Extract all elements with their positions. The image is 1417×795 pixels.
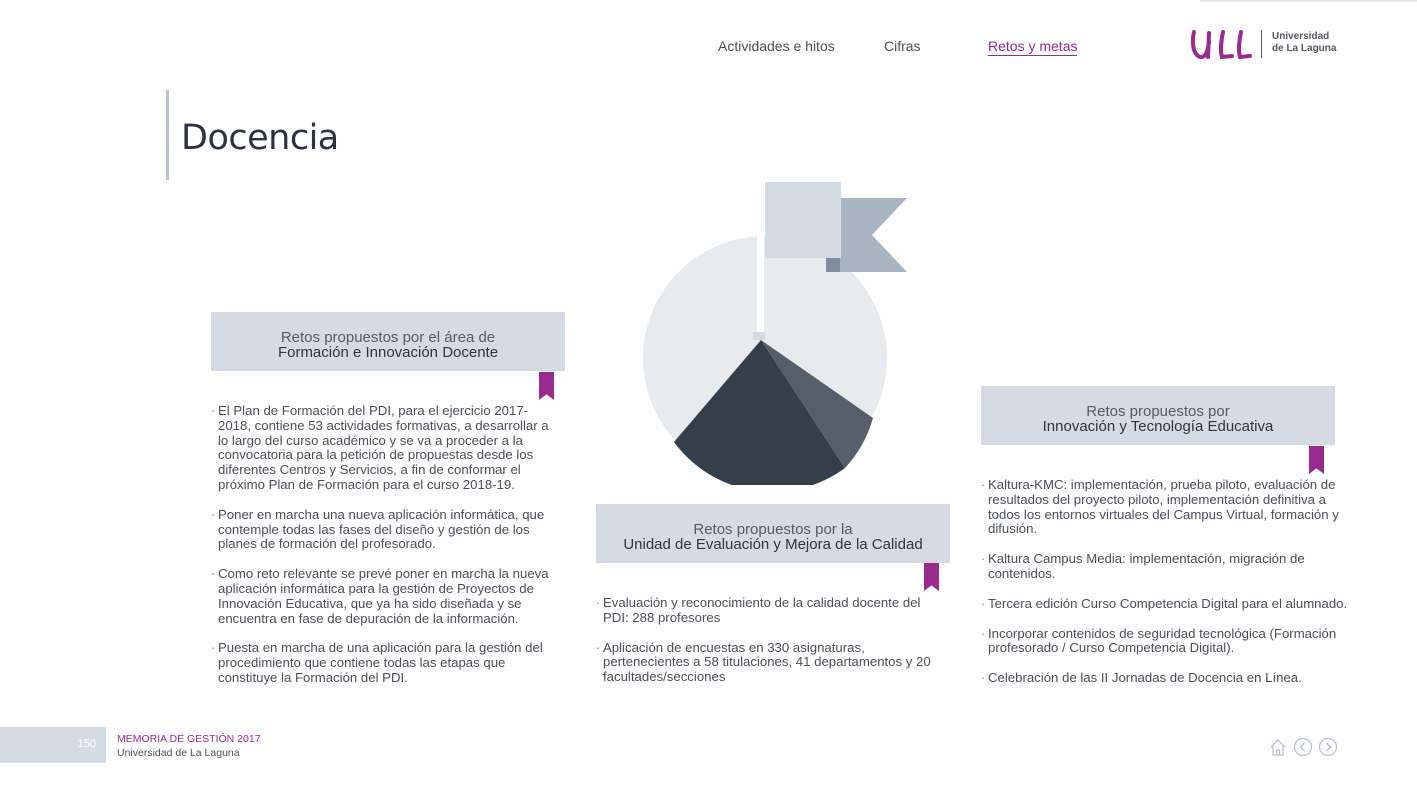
section-list-innovacion	[981, 477, 1348, 701]
pie-flag-illustration	[640, 180, 910, 485]
section-heading-line-2: Innovación y Tecnología Educativa	[1042, 418, 1274, 435]
list-item: · Kaltura-KMC: implementación, prueba piloto, evaluación de resultados del proyecto piloto, implementación definitiva a todos los entornos virtuales del Campus Virtual, formación y difusión.	[981, 478, 1341, 537]
nav-cifras[interactable]: Cifras	[884, 38, 921, 54]
section-heading-formacion	[211, 312, 565, 371]
bookmark-ribbon-icon	[924, 563, 939, 591]
list-item: · Poner en marcha una nueva aplicación informática, que contemple todas las fases del diseño y gestión de los planes de formación del profesorado.	[211, 508, 561, 552]
section-heading-line-1: Retos propuestos por el área de	[280, 329, 496, 346]
section-heading-line-2: Unidad de Evaluación y Mejora de la Calidad	[623, 536, 923, 553]
nav-actividades-e-hitos[interactable]: Actividades e hitos	[718, 38, 835, 54]
page-title: Docencia	[181, 118, 339, 158]
ull-logo-mark	[1190, 28, 1254, 60]
next-page-icon[interactable]	[1318, 737, 1338, 762]
logo-line-2: de La Laguna	[1272, 43, 1337, 54]
section-list-calidad	[596, 596, 946, 700]
home-icon[interactable]	[1268, 737, 1288, 762]
section-heading-line-1: Retos propuestos por la	[693, 521, 853, 538]
list-item: · Aplicación de encuestas en 330 asignaturas, pertenecientes a 58 titulaciones, 41 departamentos y 20 facultades/secciones	[596, 641, 946, 685]
list-item: · El Plan de Formación del PDI, para el ejercicio 2017-2018, contiene 53 actividades formativas, a desarrollar a lo largo del curso académico y se va a proceder a la convocatoria para la petición de propuestas desde los diferentes Centros y Servicios, a fin de conformar el próximo Plan de Formación para el curso 2018-19.	[211, 404, 561, 493]
nav-retos-y-metas[interactable]: Retos y metas	[988, 38, 1078, 54]
bookmark-ribbon-icon	[1309, 446, 1324, 474]
list-item: · Como reto relevante se prevé poner en marcha la nueva aplicación informática para la gestión de Proyectos de Innovación Educativa, que ya ha sido diseñada y se encuentra en fase de depuración de la información.	[211, 567, 561, 626]
list-item: · Celebración de las II Jornadas de Docencia en Línea.	[981, 671, 1341, 686]
page-number-block	[0, 727, 106, 763]
list-item: · Puesta en marcha de una aplicación para la gestión del procedimiento que contiene todas las etapas que constituye la Formación del PDI.	[211, 641, 561, 685]
section-heading-calidad	[596, 504, 950, 563]
section-list-formacion	[211, 404, 561, 701]
section-heading-line-2: Formación e Innovación Docente	[277, 344, 499, 361]
footer-institution: Universidad de La Laguna	[117, 747, 240, 759]
page-number: 150	[77, 738, 96, 750]
prev-page-icon[interactable]	[1293, 737, 1313, 762]
section-heading-innovacion	[981, 386, 1335, 445]
title-accent-bar	[166, 90, 169, 180]
list-item: · Kaltura Campus Media: implementación, migración de contenidos.	[981, 552, 1341, 582]
bookmark-ribbon-icon	[539, 372, 554, 400]
top-shadow-line	[1200, 0, 1417, 2]
list-item: · Incorporar contenidos de seguridad tecnológica (Formación profesorado / Curso Competencia Digital).	[981, 627, 1341, 657]
list-item: · Tercera edición Curso Competencia Digital para el alumnado.	[981, 597, 1341, 612]
logo-line-1: Universidad	[1272, 31, 1330, 42]
section-heading-line-1: Retos propuestos por	[1086, 403, 1230, 420]
list-item: · Evaluación y reconocimiento de la calidad docente del PDI: 288 profesores	[596, 596, 946, 626]
footer-publication-title: MEMORIA DE GESTIÓN 2017	[117, 733, 261, 745]
logo-separator	[1261, 30, 1262, 58]
